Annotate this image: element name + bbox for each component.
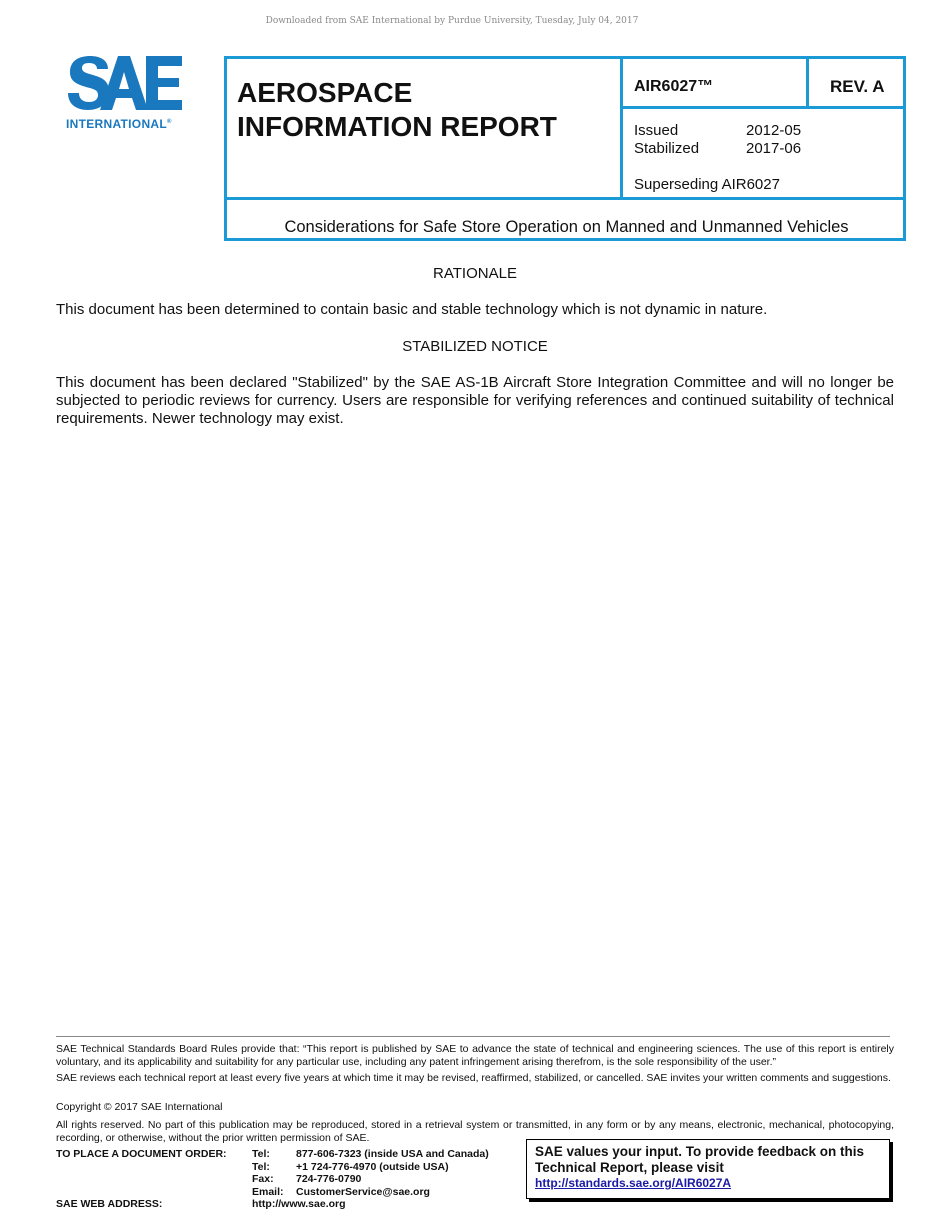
registered-mark: ®: [167, 119, 172, 125]
stabilized-date: 2017-06: [746, 140, 802, 157]
contact-row: [252, 1173, 489, 1186]
contact-value: 877-606-7323 (inside USA and Canada): [296, 1148, 489, 1160]
contact-value: +1 724-776-4970 (outside USA): [296, 1160, 449, 1173]
document-number: AIR6027™: [634, 78, 714, 95]
feedback-link[interactable]: http://standards.sae.org/AIR6027A: [535, 1176, 732, 1190]
review-policy: SAE reviews each technical report at least every five years at which time it may be revised, reaffirmed, stabilized, or cancelled. SAE invites your written comments and suggestions.: [56, 1072, 891, 1084]
web-address-label: SAE WEB ADDRESS:: [56, 1198, 163, 1210]
footer-divider: [56, 1036, 890, 1037]
document-title: Considerations for Safe Store Operation on Manned and Unmanned Vehicles: [284, 218, 849, 236]
header-divider-title: [224, 197, 906, 200]
contact-row: [252, 1161, 489, 1174]
order-label: TO PLACE A DOCUMENT ORDER:: [56, 1148, 227, 1160]
contact-value: 724-776-0790: [296, 1173, 362, 1185]
superseding-note: Superseding AIR6027: [634, 176, 780, 193]
header-divider-rev: [806, 56, 809, 108]
copyright: Copyright © 2017 SAE International: [56, 1101, 223, 1113]
stabilized-label: Stabilized: [634, 140, 700, 157]
header-divider-vertical: [620, 56, 623, 199]
contact-key: Tel:: [252, 1148, 270, 1160]
issued-date: 2012-05: [746, 122, 802, 139]
contact-row: [252, 1186, 489, 1199]
rationale-text: This document has been determined to contain basic and stable technology which is not dynamic in nature.: [56, 301, 768, 318]
feedback-box: [526, 1139, 890, 1199]
stabilized-notice-text: This document has been declared "Stabilized" by the SAE AS-1B Aircraft Store Integration Committee and will no longer be subjected to periodic reviews for currency. Users are responsible for verifying references and continued suitability of technical requirements. Newer technology may exist.: [56, 374, 894, 427]
rights-notice: All rights reserved. No part of this publication may be reproduced, stored in a retrieval system or transmitted, in any form or by any means, electronic, mechanical, photocopying, recording, or otherwise, without the prior written permission of SAE.: [56, 1119, 894, 1144]
contact-key: Fax:: [252, 1173, 274, 1185]
document-type-line1: AEROSPACE: [237, 77, 413, 108]
revision-label: REV. A: [830, 77, 885, 96]
header-divider-number: [620, 106, 906, 109]
contact-row: [252, 1148, 489, 1161]
feedback-text: SAE values your input. To provide feedback on this Technical Report, please visit: [535, 1144, 865, 1175]
sae-logo-icon: [66, 54, 186, 114]
rationale-heading: RATIONALE: [433, 265, 517, 282]
issued-label: Issued: [634, 122, 679, 139]
order-contacts: [252, 1148, 489, 1198]
contact-email[interactable]: CustomerService@sae.org: [296, 1185, 430, 1198]
logo-subtext-label: INTERNATIONAL: [66, 117, 168, 131]
stabilized-notice-heading: STABILIZED NOTICE: [402, 338, 548, 355]
document-type-line2: INFORMATION REPORT: [237, 111, 557, 142]
logo-subtext: [66, 117, 172, 131]
web-address-link[interactable]: http://www.sae.org: [252, 1198, 346, 1210]
download-note: Downloaded from SAE International by Purdue University, Tuesday, July 04, 2017: [265, 16, 639, 26]
contact-key: Tel:: [252, 1160, 270, 1173]
contact-key: Email:: [252, 1185, 284, 1198]
document-type: [237, 76, 557, 144]
standards-board-rules: SAE Technical Standards Board Rules provide that: “This report is published by SAE to advance the state of technical and engineering sciences. The use of this report is entirely voluntary, and its applicability and suitability for any particular use, including any patent infringement arising therefrom, is the sole responsibility of the user.”: [56, 1043, 894, 1068]
